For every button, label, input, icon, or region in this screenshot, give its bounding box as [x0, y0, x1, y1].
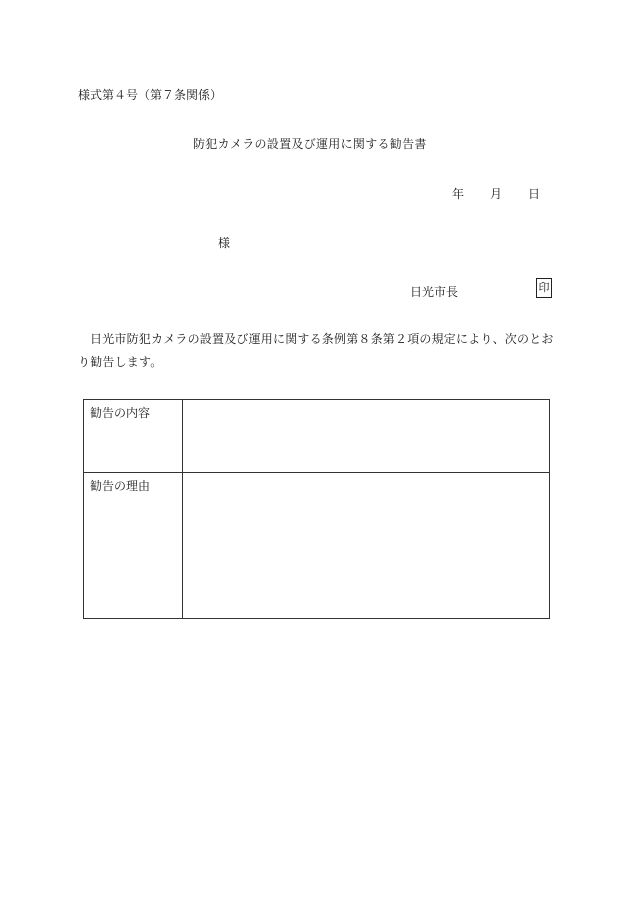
date-line — [452, 185, 540, 202]
document-title: 防犯カメラの設置及び運用に関する勧告書 — [193, 137, 427, 151]
seal-stamp: 印 — [536, 278, 552, 298]
advisory-table — [83, 399, 550, 619]
advisory-reason-field[interactable] — [183, 473, 550, 619]
body-paragraph: 日光市防犯カメラの設置及び運用に関する条例第８条第２項の規定により、次のとおり勧告します。 — [78, 332, 554, 369]
sender-title: 日光市長 — [410, 285, 459, 299]
recipient-suffix: 様 — [218, 236, 231, 250]
advisory-content-label: 勧告の内容 — [84, 400, 183, 473]
advisory-content-field[interactable] — [183, 400, 550, 473]
table-row — [84, 400, 550, 473]
date-day-label: 日 — [528, 187, 541, 201]
table-row — [84, 473, 550, 619]
advisory-reason-label: 勧告の理由 — [84, 473, 183, 619]
form-number: 様式第４号（第７条関係） — [78, 88, 223, 102]
date-month-label: 月 — [490, 187, 503, 201]
date-year-label: 年 — [452, 187, 465, 201]
